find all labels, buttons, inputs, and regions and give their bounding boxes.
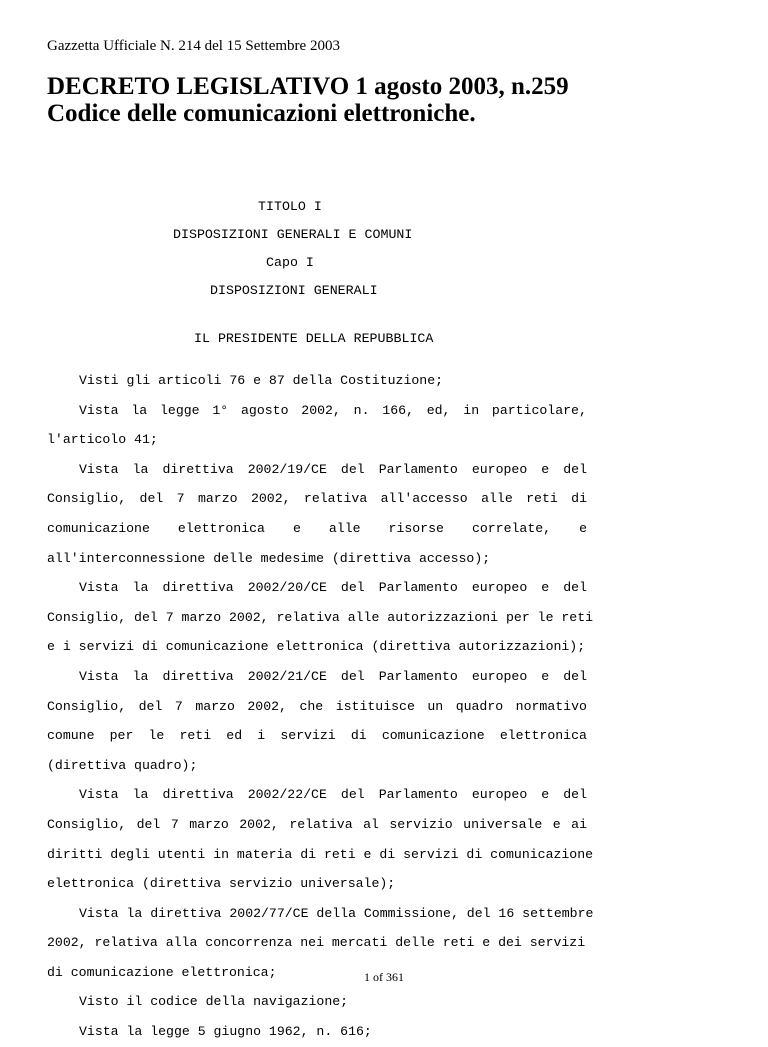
titolo-heading: TITOLO I [258, 199, 322, 214]
body-word: alle [481, 491, 513, 507]
body-word: del [563, 787, 587, 803]
body-line: di comunicazione elettronica; [47, 964, 277, 980]
body-word: e [541, 461, 550, 477]
body-word: Consiglio, [47, 816, 127, 832]
body-line: all'interconnessione delle medesime (direttiva accesso); [47, 550, 491, 566]
body-word: 2002, [250, 491, 291, 507]
body-line [47, 662, 587, 692]
body-word: del [563, 461, 587, 477]
body-word: normativo [515, 698, 587, 714]
body-word: comunicazione [381, 728, 485, 744]
body-word: universale [463, 816, 543, 832]
body-word: marzo [195, 698, 235, 714]
document-title [47, 73, 569, 127]
body-word: ai [571, 816, 587, 832]
body-word: comune [47, 728, 95, 744]
body-word: servizi [280, 728, 336, 744]
body-line [47, 484, 587, 514]
body-word: un [427, 698, 444, 714]
body-word: 7 [170, 816, 179, 832]
body-word: 2002, [301, 402, 341, 418]
body-line: Vista la legge 5 giugno 1962, n. 616; [79, 1024, 372, 1040]
body-word: direttiva [162, 461, 234, 477]
body-word: alle [328, 520, 361, 536]
body-word: n. [353, 402, 370, 418]
body-word: marzo [197, 491, 238, 507]
body-line [47, 455, 587, 485]
body-word: 166, [382, 402, 414, 418]
body-line: Vista la direttiva 2002/77/CE della Commissione, del 16 settembre [79, 905, 594, 921]
body-word: al [363, 816, 379, 832]
body-word: all'accesso [380, 491, 468, 507]
body-word: ed, [426, 402, 451, 418]
body-word: del [340, 787, 365, 803]
presidente-heading: IL PRESIDENTE DELLA REPUBBLICA [194, 331, 434, 346]
body-line: Visto il codice della navigazione; [79, 994, 349, 1010]
body-word: direttiva [162, 787, 234, 803]
body-word: del [340, 580, 365, 596]
body-word: Parlamento [378, 461, 458, 477]
body-word: del [139, 491, 164, 507]
body-word: elettronica [177, 520, 265, 536]
body-word: Parlamento [378, 787, 458, 803]
body-word: quadro [455, 698, 504, 714]
body-word: legge [160, 402, 200, 418]
body-word: 1° [212, 402, 229, 418]
body-word: la [132, 580, 149, 596]
body-line: elettronica (direttiva servizio universale); [47, 876, 396, 892]
body-line: 2002, relativa alla concorrenza nei mercati delle reti e dei servizi [47, 935, 586, 951]
title-line-1: DECRETO LEGISLATIVO 1 agosto 2003, n.259 [47, 73, 569, 100]
body-word: 2002, [239, 816, 279, 832]
body-word: Parlamento [378, 580, 458, 596]
body-word: europeo [471, 787, 528, 803]
body-word: europeo [471, 580, 528, 596]
body-word: Vista [79, 668, 119, 684]
body-word: in [463, 402, 480, 418]
body-word: direttiva [162, 668, 234, 684]
body-line: Consiglio, del 7 marzo 2002, relativa alle autorizzazioni per le reti [47, 609, 594, 625]
body-word: marzo [189, 816, 229, 832]
body-word: la [132, 787, 149, 803]
body-word: le [148, 728, 165, 744]
body-word: 2002, [247, 698, 287, 714]
body-word: 2002/20/CE [247, 580, 327, 596]
body-word: 2002/22/CE [247, 787, 327, 803]
body-word: e [541, 787, 550, 803]
body-word: agosto [241, 402, 289, 418]
body-word: e [541, 580, 550, 596]
body-word: risorse [388, 520, 444, 536]
body-word: Vista [79, 461, 119, 477]
body-word: Vista [79, 402, 119, 418]
body-word: e [552, 816, 561, 832]
body-word: del [136, 816, 161, 832]
body-word: i [257, 728, 266, 744]
body-word: di [350, 728, 367, 744]
body-word: relativa [303, 491, 368, 507]
body-line [47, 810, 587, 840]
body-word: Consiglio, [47, 491, 127, 507]
body-word: correlate, [471, 520, 552, 536]
body-word: istituisce [335, 698, 415, 714]
body-word: Vista [79, 787, 119, 803]
body-line [47, 692, 587, 722]
body-word: servizio [389, 816, 453, 832]
body-word: del [340, 668, 365, 684]
body-word: del [340, 461, 365, 477]
body-word: e [292, 520, 301, 536]
body-word: per [109, 728, 134, 744]
body-line [47, 780, 587, 810]
titolo-subheading: DISPOSIZIONI GENERALI E COMUNI [173, 227, 413, 242]
body-word: particolare, [491, 402, 587, 418]
body-word: e [579, 520, 587, 536]
body-line: diritti degli utenti in materia di reti e di servizi di comunicazione [47, 846, 594, 862]
body-word: reti [526, 491, 558, 507]
body-line: e i servizi di comunicazione elettronica (direttiva autorizzazioni); [47, 639, 586, 655]
body-word: 7 [176, 491, 185, 507]
body-word: elettronica [499, 728, 587, 744]
body-word: e [541, 668, 550, 684]
body-word: la [132, 668, 149, 684]
body-word: di [571, 491, 587, 507]
body-word: del [563, 668, 587, 684]
capo-subheading: DISPOSIZIONI GENERALI [210, 283, 378, 298]
body-word: 2002/19/CE [247, 461, 327, 477]
page-number: 1 of 361 [364, 970, 404, 984]
body-word: direttiva [162, 580, 234, 596]
body-line: (direttiva quadro); [47, 757, 198, 773]
capo-heading: Capo I [266, 255, 314, 270]
body-line [47, 573, 587, 603]
body-word: europeo [471, 668, 528, 684]
body-line: Visti gli articoli 76 e 87 della Costituzione; [79, 373, 444, 388]
title-line-2: Codice delle comunicazioni elettroniche. [47, 100, 476, 127]
body-word: del [563, 580, 587, 596]
body-line [47, 396, 587, 426]
body-word: che [299, 698, 324, 714]
body-word: europeo [471, 461, 528, 477]
body-word: comunicazione [47, 520, 150, 536]
body-line: l'articolo 41; [47, 432, 158, 448]
body-word: reti [179, 728, 212, 744]
body-word: relativa [289, 816, 353, 832]
body-word: la [131, 402, 148, 418]
body-word: 7 [174, 698, 183, 714]
body-word: Parlamento [378, 668, 458, 684]
body-word: del [138, 698, 163, 714]
body-word: la [132, 461, 149, 477]
body-word: 2002/21/CE [247, 668, 327, 684]
gazette-reference: Gazzetta Ufficiale N. 214 del 15 Settembre 2003 [47, 38, 340, 54]
body-word: Vista [79, 580, 119, 596]
body-line [47, 721, 587, 751]
body-word: Consiglio, [47, 698, 127, 714]
body-word: ed [226, 728, 243, 744]
body-line [47, 514, 587, 544]
document-body [47, 366, 594, 1047]
